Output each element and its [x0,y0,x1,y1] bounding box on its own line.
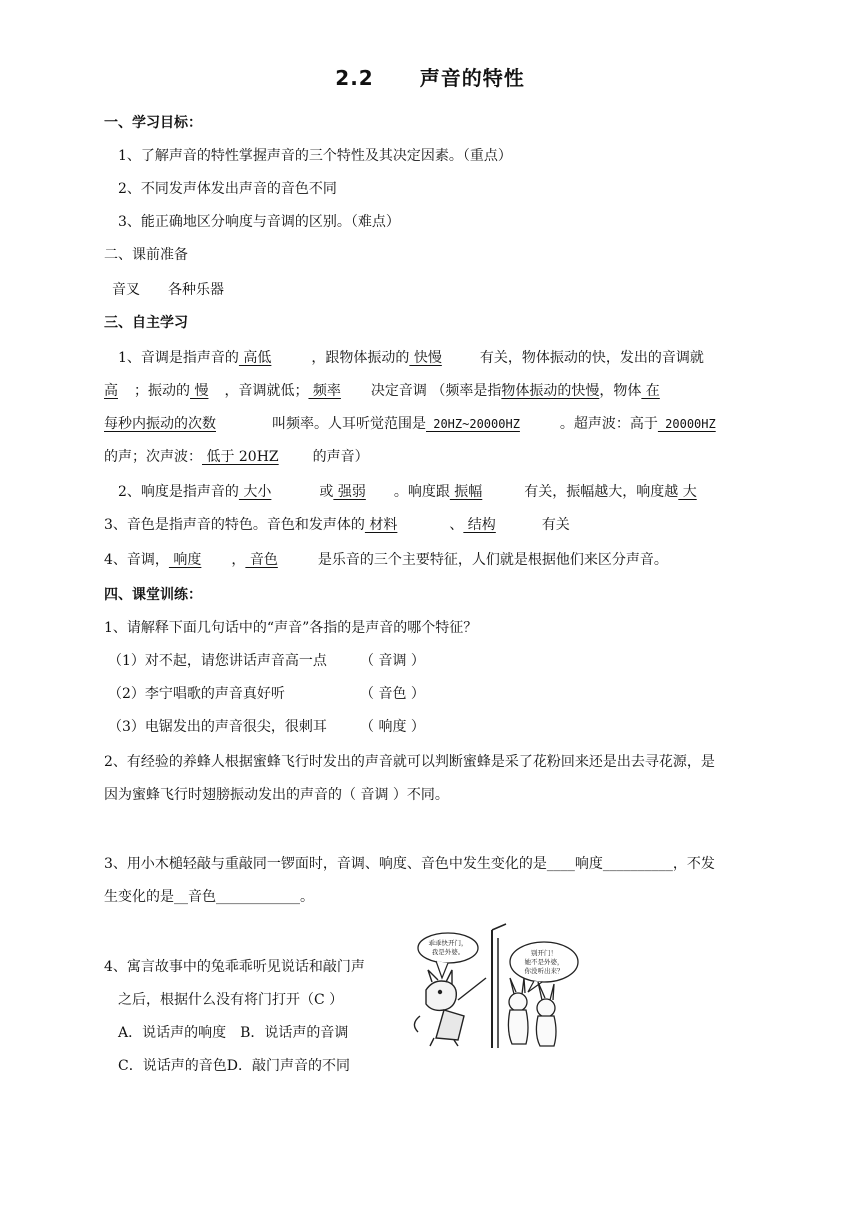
text: 的声；次声波： [104,449,202,465]
svg-text:你没听出来？: 你没听出来？ [524,967,564,975]
answer-blank: 大 [678,484,697,500]
text: ， [231,552,246,568]
self-study-p1-line3 [104,414,716,434]
q4-line2: 之后，根据什么没有将门打开（C ） [118,992,344,1008]
answer-blank: 快慢 [409,350,442,366]
q1-sub-3-answer: （ 响度 ） [360,719,425,735]
text: 有关 [541,517,570,533]
section4-heading: 四、课堂训练： [104,587,202,603]
option-d: D．敲门声音的不同 [226,1058,350,1074]
answer-blank: 在 [641,383,660,399]
self-study-p1-line2 [104,381,660,401]
q1-sub-1 [108,651,327,671]
text: 4、音调， [104,552,169,568]
self-study-p1-line4 [104,447,369,467]
option-b: B．说话声的音调 [240,1025,349,1041]
text: 或 [319,484,334,500]
option-c: C．说话声的音色 [118,1058,227,1074]
text: 叫频率。人耳听觉范围是 [272,416,426,432]
q4-options-ab [118,1023,348,1043]
section3-heading: 三、自主学习 [104,315,188,331]
answer-blank: 响度 [168,552,202,568]
answer-blank: 高 [104,383,118,399]
prep-item-instruments: 各种乐器 [168,282,224,298]
answer-blank: 每秒内振动的次数 [104,416,216,432]
text: ，音调就低； [224,383,309,399]
q2-line1: 2、有经验的养蜂人根据蜜蜂飞行时发出的声音就可以判断蜜蜂是采了花粉回来还是出去寻花源，是 [104,754,715,770]
text: ，物体 [599,383,642,399]
answer-blank: 20HZ~20000HZ [426,417,520,431]
svg-text:她不是外婆，: 她不是外婆， [524,958,564,966]
text: 决定音调 （频率是指 [370,383,502,399]
wolf-figure [414,970,486,1046]
answer-blank: 频率 [308,383,341,399]
self-study-p3 [104,515,570,535]
text: 有关，物体振动的快，发出的音调就 [479,350,704,366]
q3-line1: 3、用小木槌轻敲与重敲同一锣面时，音调、响度、音色中发生变化的是____响度__________，不发 [104,856,715,872]
text: 、 [449,517,464,533]
wolf-rabbit-cartoon [406,920,582,1050]
option-a: A．说话声的响度 [118,1025,227,1041]
prep-item-tuning-fork: 音叉 [112,282,140,298]
answer-blank: 大小 [238,484,272,500]
bubble-left-text-1: 乖乖快开门， [428,939,468,947]
answer-blank: 结构 [463,517,496,533]
answer-blank: 低于 20HZ [202,449,279,465]
answer-blank: 材料 [364,517,398,533]
text: 。超声波：高于 [559,416,658,432]
title-number: 2.2 [335,66,374,90]
q1-sub-2: （2）李宁唱歌的声音真好听 [108,686,285,702]
q4-options-cd [118,1056,350,1076]
goal-item-3: 3、能正确地区分响度与音调的区别。（难点） [118,214,400,230]
answer-blank: 20000HZ [657,417,716,431]
bubble-left-text-2: 我是外婆。 [431,948,465,956]
q4-line1: 4、寓言故事中的兔乖乖听见说话和敲门声 [104,959,365,975]
answer-blank: 物体振动的快慢 [501,383,600,399]
q2-line2: 因为蜜蜂飞行时翅膀振动发出的声音的（ 音调 ）不同。 [104,787,449,803]
goal-item-1: 1、了解声音的特性掌握声音的三个特性及其决定因素。（重点） [118,148,512,164]
q1-sub-2-answer: （ 音色 ） [360,686,425,702]
answer-blank: 音色 [245,552,278,568]
q1-stem: 1、请解释下面几句话中的“声音”各指的是声音的哪个特征？ [104,620,478,636]
self-study-p1-line1 [118,348,704,368]
text: 3、音色是指声音的特色。音色和发声体的 [104,517,365,533]
answer-blank: 振幅 [449,484,483,500]
q1-sub-3: （3）电锯发出的声音很尖，很刺耳 [108,719,327,735]
page-title [0,62,860,91]
section1-heading: 一、学习目标： [104,115,202,131]
text: 。响度跟 [393,484,450,500]
q3-line2: 生变化的是__音色____________。 [104,889,314,905]
text: ，跟物体振动的 [311,350,410,366]
self-study-p4 [104,550,668,570]
svg-text:别开门！: 别开门！ [531,949,557,957]
goal-item-2: 2、不同发声体发出声音的音色不同 [118,181,337,197]
self-study-p2 [118,482,697,502]
text: 的声音） [312,449,369,465]
text: 1、音调是指声音的 [118,350,239,366]
text: ；振动的 [134,383,190,399]
text: 是乐音的三个主要特征，人们就是根据他们来区分声音。 [317,552,668,568]
q1-sub-1-answer: （ 音调 ） [360,653,425,669]
text: 有关，振幅越大，响度越 [524,484,679,500]
text: （1）对不起，请您讲话声音高一点 [108,653,327,669]
section2-heading: 二、课前准备 [104,247,188,263]
text: 2、响度是指声音的 [118,484,239,500]
title-text: 声音的特性 [419,66,525,90]
prep-items [112,280,224,300]
answer-blank: 高低 [238,350,272,366]
answer-blank: 强弱 [333,484,366,500]
answer-blank: 慢 [190,383,209,399]
